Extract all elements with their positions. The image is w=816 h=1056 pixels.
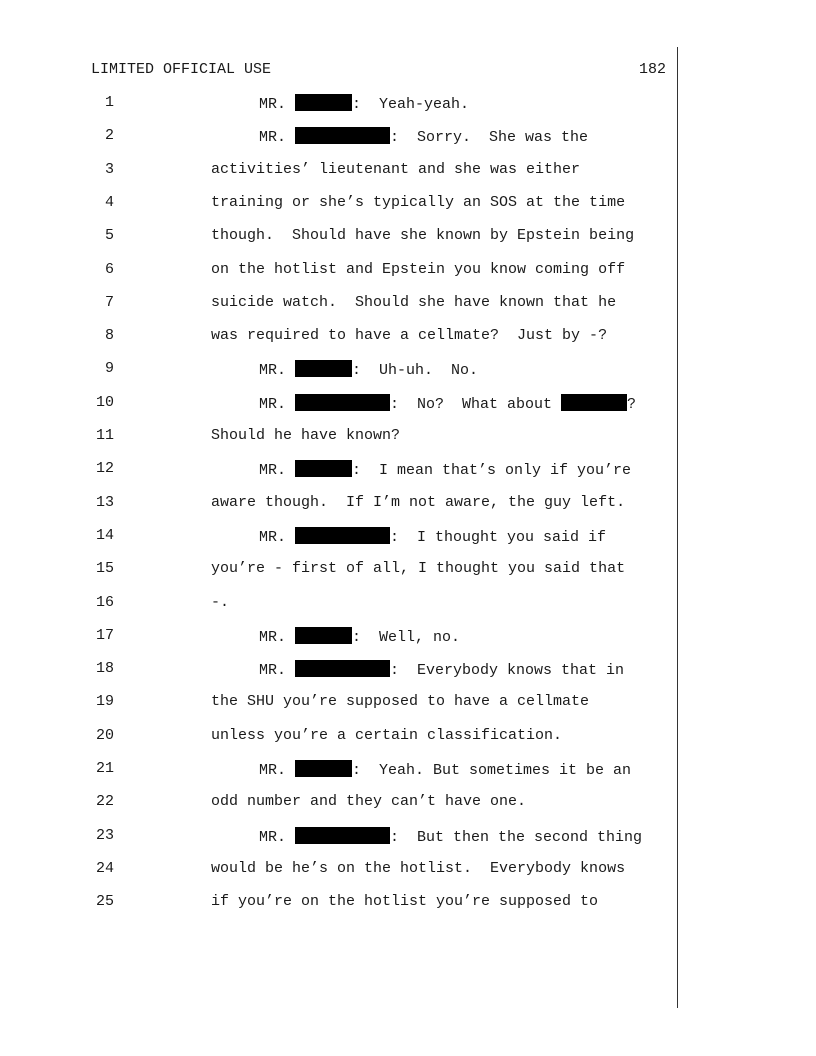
line-text	[211, 727, 562, 744]
line-number: 9	[104, 360, 114, 378]
line-number: 12	[95, 460, 114, 478]
line-text	[211, 327, 607, 344]
line-number: 7	[104, 293, 114, 311]
line-segment: : No? What about	[390, 395, 562, 413]
line-text	[211, 227, 634, 244]
line-number: 18	[95, 660, 114, 678]
line-segment: aware though. If I’m not aware, the guy left.	[211, 493, 626, 511]
line-segment: : Yeah-yeah.	[352, 96, 470, 113]
line-segment: you’re - first of all, I thought you said that	[211, 560, 626, 578]
line-text	[259, 660, 624, 679]
line-segment: MR.	[259, 462, 296, 480]
line-text	[211, 294, 616, 311]
line-number: 1	[104, 94, 114, 111]
line-number: 24	[95, 859, 114, 877]
line-number: 21	[95, 760, 114, 777]
line-segment: on the hotlist and Epstein you know coming off	[211, 260, 626, 278]
line-text	[211, 860, 625, 877]
line-text	[259, 527, 606, 546]
redaction-box	[295, 760, 352, 777]
line-number: 3	[104, 160, 114, 178]
line-segment: MR.	[259, 628, 296, 646]
line-segment: MR.	[259, 129, 296, 147]
line-segment: activities’ lieutenant and she was either	[211, 160, 581, 178]
line-text	[211, 194, 625, 211]
line-text	[211, 427, 400, 444]
line-text	[259, 127, 588, 146]
line-segment: suicide watch. Should she have known that he	[211, 293, 617, 311]
line-number: 6	[104, 260, 114, 278]
line-number: 2	[104, 127, 114, 145]
line-segment: -.	[211, 593, 230, 611]
line-number: 15	[95, 560, 114, 578]
line-number: 14	[95, 526, 114, 544]
classification-header: LIMITED OFFICIAL USE	[91, 61, 272, 78]
line-segment: Should he have known?	[211, 427, 401, 444]
line-segment: : Uh-uh. No.	[352, 362, 479, 380]
line-segment: : Well, no.	[352, 628, 461, 646]
right-margin-rule	[677, 47, 678, 1008]
line-number: 22	[95, 793, 114, 811]
line-segment: odd number and they can’t have one.	[211, 793, 527, 811]
line-number: 23	[95, 826, 114, 844]
line-text	[211, 893, 598, 910]
line-segment: : I mean that’s only if you’re	[352, 462, 632, 480]
line-text	[211, 494, 625, 511]
page-number: 182	[638, 61, 666, 78]
line-segment: was required to have a cellmate? Just by -?	[211, 327, 608, 345]
line-segment: : I thought you said if	[390, 528, 607, 546]
line-segment: : But then the second thing	[390, 828, 643, 846]
redaction-box	[295, 660, 390, 677]
redaction-box	[295, 627, 352, 644]
redaction-box	[295, 394, 390, 411]
redaction-box	[295, 460, 352, 477]
line-segment: training or she’s typically an SOS at the time	[211, 193, 626, 211]
line-text	[259, 94, 469, 113]
line-segment: MR.	[259, 96, 296, 113]
line-number: 19	[95, 693, 114, 711]
line-text	[259, 627, 460, 646]
line-segment: unless you’re a certain classification.	[211, 726, 563, 744]
line-segment: MR.	[259, 528, 296, 546]
line-segment: : Yeah. But sometimes it be an	[352, 762, 632, 779]
line-text	[259, 394, 636, 413]
line-segment: : Everybody knows that in	[390, 662, 625, 680]
line-segment: though. Should have she known by Epstein being	[211, 227, 635, 245]
line-text	[211, 560, 625, 577]
line-text	[259, 460, 631, 479]
line-segment: MR.	[259, 762, 296, 779]
redaction-box	[295, 360, 352, 377]
redaction-box	[295, 827, 390, 844]
line-segment: MR.	[259, 395, 296, 413]
line-text	[211, 594, 229, 611]
line-number: 11	[95, 427, 114, 444]
line-text	[211, 261, 625, 278]
line-text	[259, 360, 478, 379]
line-segment: MR.	[259, 662, 296, 680]
redaction-box	[561, 394, 627, 411]
line-text	[211, 793, 526, 810]
line-number: 4	[104, 193, 114, 211]
line-number: 16	[95, 593, 114, 611]
line-segment: if you’re on the hotlist you’re supposed to	[211, 893, 599, 911]
line-segment: MR.	[259, 362, 296, 380]
line-text	[211, 693, 589, 710]
line-number: 25	[95, 893, 114, 911]
line-segment: MR.	[259, 828, 296, 846]
line-number: 17	[95, 626, 114, 644]
line-number: 5	[104, 227, 114, 245]
redaction-box	[295, 127, 390, 144]
line-text	[259, 760, 631, 779]
line-number: 13	[95, 493, 114, 511]
line-number: 10	[95, 393, 114, 411]
line-number: 8	[104, 327, 114, 345]
line-segment: : Sorry. She was the	[390, 129, 589, 147]
redaction-box	[295, 527, 390, 544]
line-text	[259, 827, 642, 846]
line-segment: ?	[627, 395, 637, 413]
line-segment: would be he’s on the hotlist. Everybody knows	[211, 859, 626, 877]
line-text	[211, 161, 580, 178]
line-number: 20	[95, 726, 114, 744]
line-segment: the SHU you’re supposed to have a cellmate	[211, 693, 590, 711]
redaction-box	[295, 94, 352, 111]
